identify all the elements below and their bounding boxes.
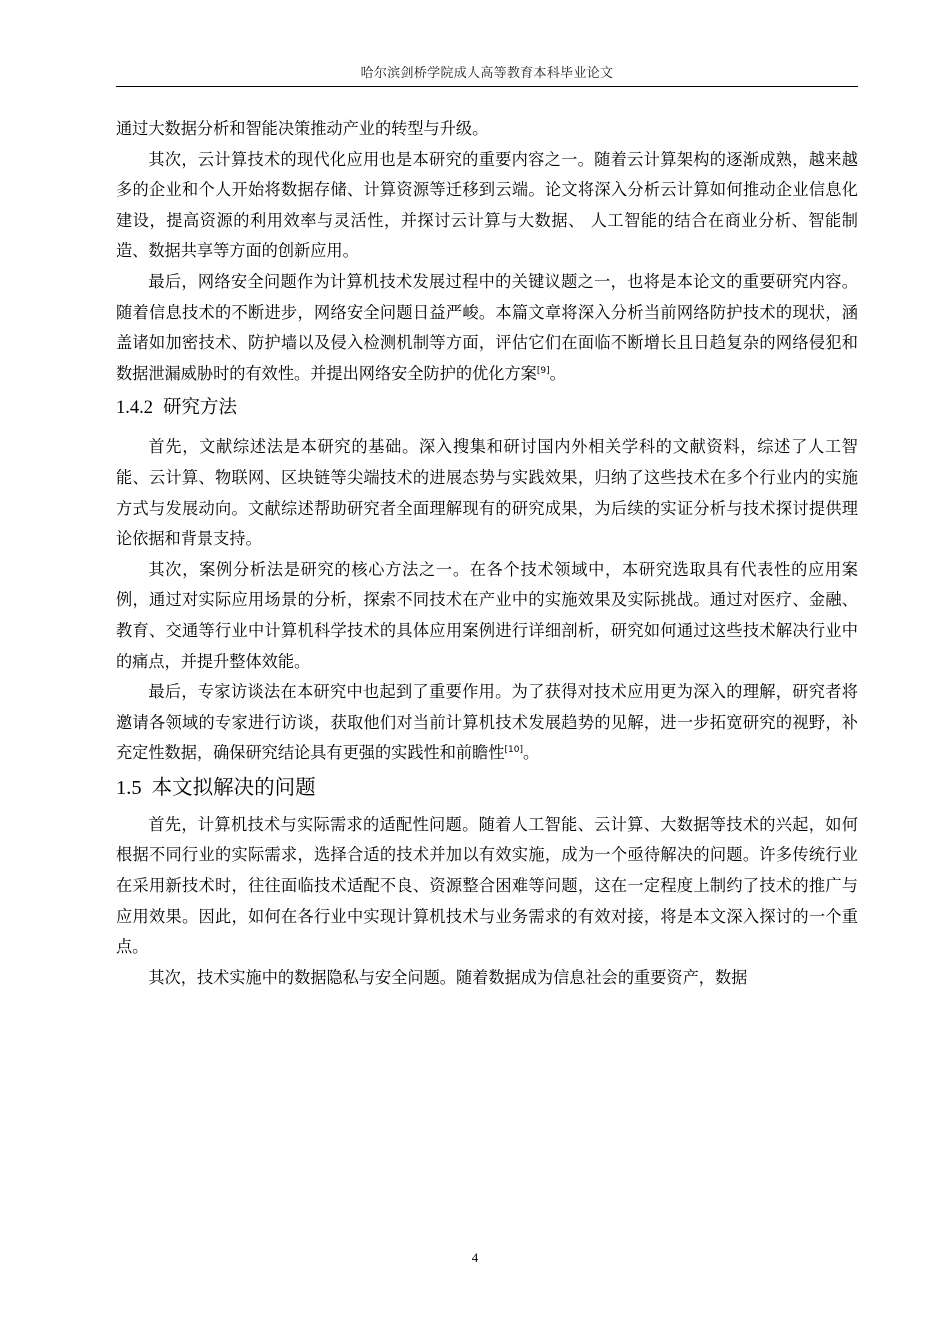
citation-10: [10] — [504, 745, 523, 756]
section-number: 1.4.2 — [116, 398, 153, 419]
paragraph-cloud-computing: 其次，云计算技术的现代化应用也是本研究的重要内容之一。随着云计算架构的逐渐成熟，越来越多的企业和个人开始将数据存储、计算资源等迁移到云端。论文将深入分析云计算如何推动企业信息化建设，提高资源的利用效率与灵活性，并探讨云计算与大数据、 人工智能的结合在商业分析、智能制造、数据共享等方面的创新应用。 — [116, 149, 858, 261]
section-heading-1-5 — [116, 769, 858, 806]
body-text — [116, 114, 858, 993]
section-title: 本文拟解决的问题 — [151, 774, 316, 799]
page-number: 4 — [471, 1250, 479, 1265]
section-heading-1-4-2 — [116, 390, 858, 426]
paragraph-case-analysis: 其次，案例分析法是研究的核心方法之一。在各个技术领域中，本研究选取具有代表性的应用案例，通过对实际应用场景的分析，探索不同技术在产业中的实施效果及实际挑战。通过对医疗、金融、教育、交通等行业中计算机科学技术的具体应用案例进行详细剖析，研究如何通过这些技术解决行业中的痛点，并提升整体效能。 — [116, 559, 858, 671]
running-header: 哈尔滨剑桥学院成人高等教育本科毕业论文 — [360, 66, 614, 81]
paragraph-network-security: 最后，网络安全问题作为计算机技术发展过程中的关键议题之一，也将是本论文的重要研究内容。随着信息技术的不断进步，网络安全问题日益严峻。本篇文章将深入分析当前网络防护技术的现状，涵盖诸如加密技术、防护墙以及侵入检测机制等方面，评估它们在面临不断增长且日趋复杂的网络侵犯和数据泄漏威胁时的有效性。并提出网络安全防护的优化方案[9]。 — [116, 271, 858, 383]
paragraph-continued: 通过大数据分析和智能决策推动产业的转型与升级。 — [116, 119, 489, 138]
section-title: 研究方法 — [163, 397, 238, 419]
paragraph-data-privacy: 其次，技术实施中的数据隐私与安全问题。随着数据成为信息社会的重要资产，数据 — [148, 967, 748, 987]
paragraph-literature-review: 首先，文献综述法是本研究的基础。深入搜集和研讨国内外相关学科的文献资料，综述了人工智能、云计算、物联网、区块链等尖端技术的进展态势与实践效果，归纳了这些技术在多个行业内的实施方式与发展动向。文献综述帮助研究者全面理解现有的研究成果，为后续的实证分析与技术探讨提供理论依据和背景支持。 — [116, 437, 858, 549]
paragraph-technology-fit: 首先，计算机技术与实际需求的适配性问题。随着人工智能、云计算、大数据等技术的兴起，如何根据不同行业的实际需求，选择合适的技术并加以有效实施，成为一个亟待解决的问题。许多传统行业在采用新技术时，往往面临技术适配不良、资源整合困难等问题，这在一定程度上制约了技术的推广与应用效果。因此，如何在各行业中实现计算机技术与业务需求的有效对接，将是本文深入探讨的一个重点。 — [116, 814, 858, 957]
citation-9: [9] — [536, 365, 550, 376]
header-rule — [116, 86, 858, 87]
section-number: 1.5 — [116, 776, 142, 799]
paragraph-expert-interview: 最后，专家访谈法在本研究中也起到了重要作用。为了获得对技术应用更为深入的理解，研究者将邀请各领域的专家进行访谈，获取他们对当前计算机技术发展趋势的见解，进一步拓宽研究的视野，补充定性数据，确保研究结论具有更强的实践性和前瞻性[10]。 — [116, 682, 858, 763]
